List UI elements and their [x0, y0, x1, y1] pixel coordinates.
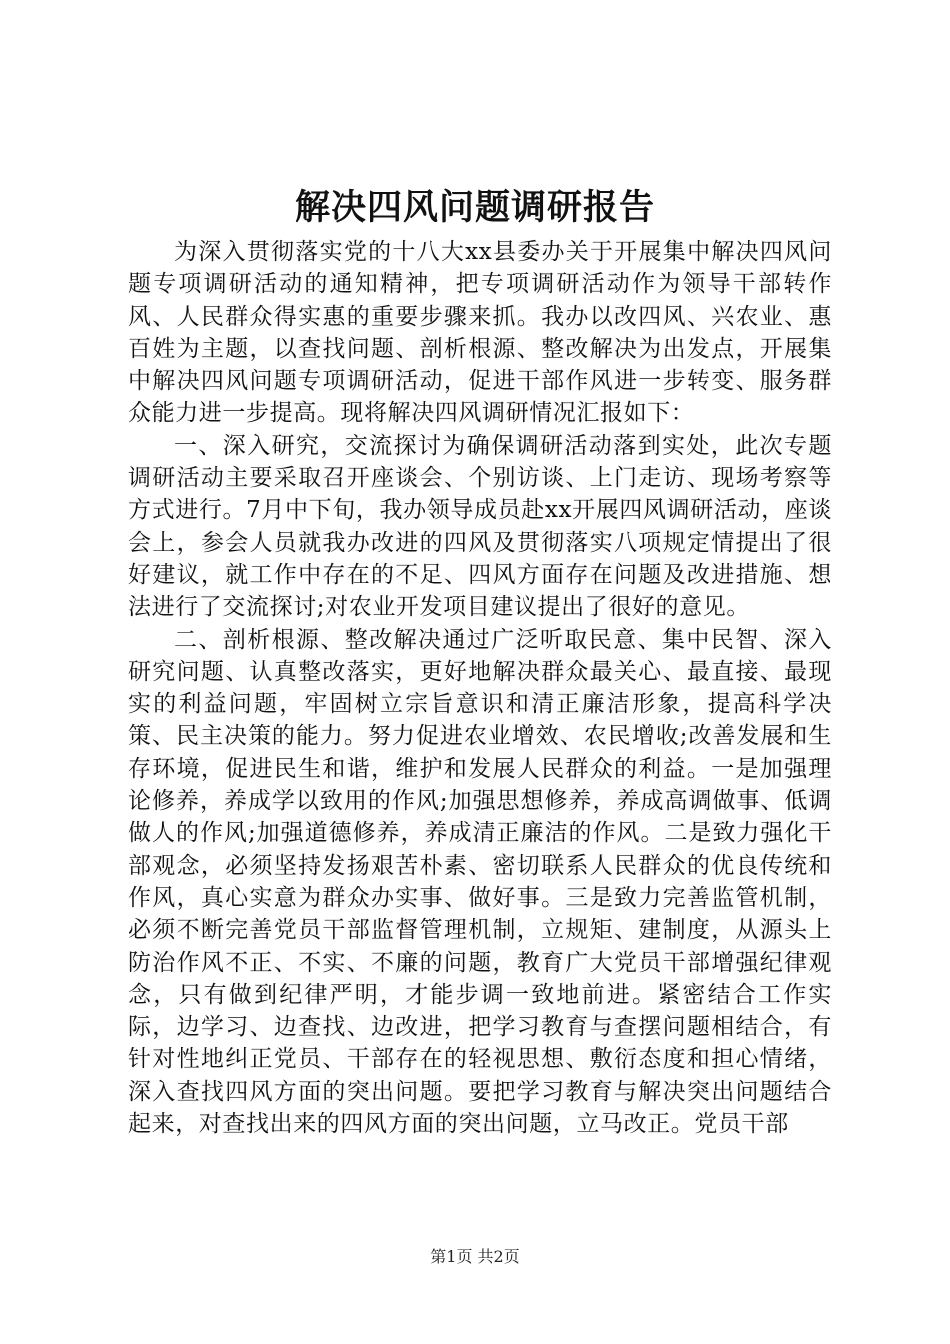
- paragraph-section-two: 二、剖析根源、整改解决通过广泛听取民意、集中民智、深入研究问题、认真整改落实，更好地解决群众最关心、最直接、最现实的利益问题，牢固树立宗旨意识和清正廉洁形象，提高科学决策、民主决策的能力。努力促进农业增效、农民增收;改善发展和生存环境，促进民生和谐，维护和发展人民群众的利益。一是加强理论修养，养成学以致用的作风;加强思想修养，养成高调做事、低调做人的作风;加强道德修养，养成清正廉洁的作风。二是致力强化干部观念，必须坚持发扬艰苦朴素、密切联系人民群众的优良传统和作风，真心实意为群众办实事、做好事。三是致力完善监管机制，必须不断完善党员干部监督管理机制，立规矩、建制度，从源头上防治作风不正、不实、不廉的问题，教育广大党员干部增强纪律观念，只有做到纪律严明，才能步调一致地前进。紧密结合工作实际，边学习、边查找、边改进，把学习教育与查摆问题相结合，有针对性地纠正党员、干部存在的轻视思想、敷衍态度和担心情绪，深入查找四风方面的突出问题。要把学习教育与解决突出问题结合起来，对查找出来的四风方面的突出问题，立马改正。党员干部: [128, 626, 832, 1138]
- page-number-footer: 第1页 共2页: [430, 1247, 520, 1266]
- paragraph-intro: 为深入贯彻落实党的十八大xx县委办关于开展集中解决四风问题专项调研活动的通知精神，把专项调研活动作为领导干部转作风、人民群众得实惠的重要步骤来抓。我办以改四风、兴农业、惠百姓为主题，以查找问题、剖析根源、整改解决为出发点，开展集中解决四风问题专项调研活动，促进干部作风进一步转变、服务群众能力进一步提高。现将解决四风调研情况汇报如下：: [128, 239, 832, 427]
- paragraph-section-one: 一、深入研究，交流探讨为确保调研活动落到实处，此次专题调研活动主要采取召开座谈会、个别访谈、上门走访、现场考察等方式进行。7月中下旬，我办领导成员赴xx开展四风调研活动，座谈会上，参会人员就我办改进的四风及贯彻落实八项规定情提出了很好建议，就工作中存在的不足、四风方面存在问题及改进措施、想法进行了交流探讨;对农业开发项目建议提出了很好的意见。: [128, 432, 832, 621]
- document-body: [128, 236, 832, 1140]
- document-title: 解决四风问题调研报告: [294, 187, 655, 228]
